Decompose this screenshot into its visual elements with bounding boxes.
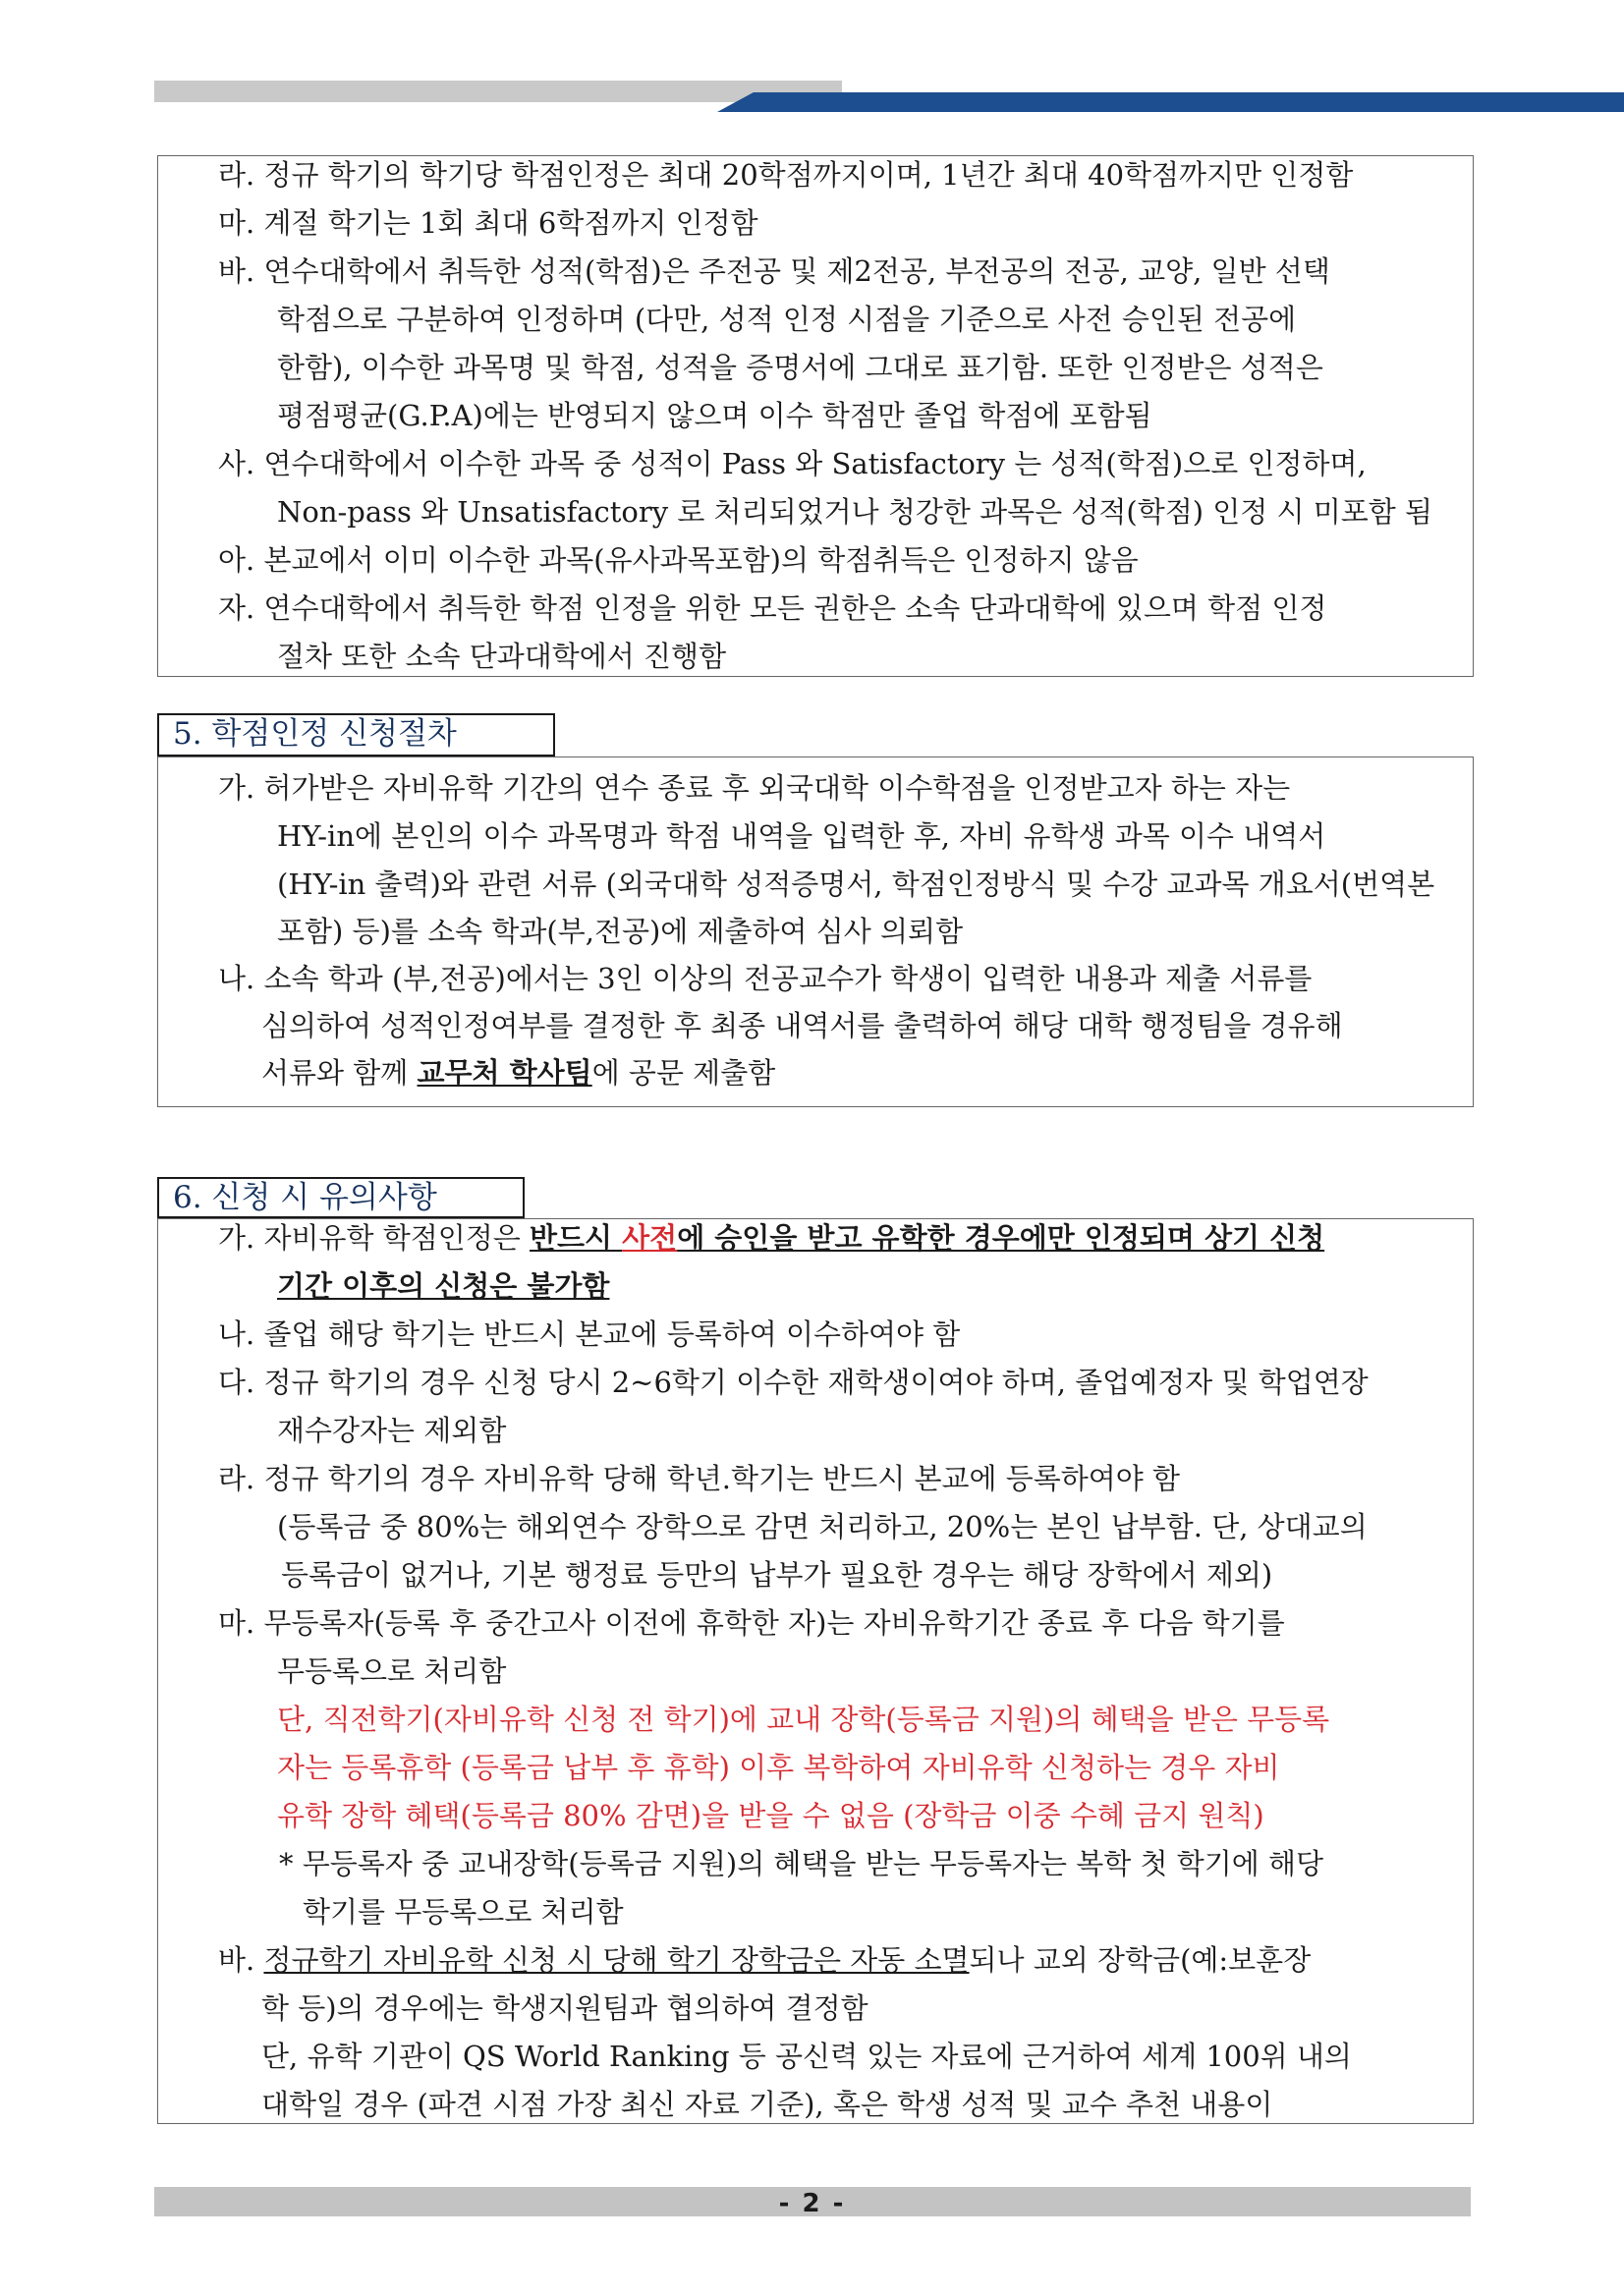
s6-ba-1 [218,1944,1311,1976]
page-number: - 2 - [778,2189,846,2218]
s5-na-1: 나. 소속 학과 (부,전공)에서는 3인 이상의 전공교수가 학생이 입력한 내용과 제출 서류를 [218,962,1313,995]
s5-na-3-text-c: 에 공문 제출함 [591,1056,776,1090]
section-5-title: 5. 학점인정 신청절차 [173,716,457,752]
s5-na-3 [261,1057,775,1089]
item-ra: 라. 정규 학기의 학기당 학점인정은 최대 20학점까지이며, 1년간 최대 40학점까지만 인정함 [218,158,1354,192]
s6-ba-3: 단, 유학 기관이 QS World Ranking 등 공신력 있는 자료에 근거하여 세계 100위 내의 [261,2040,1352,2073]
s6-ga-2: 기간 이후의 신청은 불가함 [277,1269,610,1303]
s6-ra-3: 등록금이 없거나, 기본 행정료 등만의 납부가 필요한 경우는 해당 장학에서 제외) [281,1558,1273,1592]
section-5-heading [157,713,555,756]
s5-na-3-text-a: 서류와 함께 [261,1056,418,1090]
s5-ga-4: 포함) 등)를 소속 학과(부,전공)에 제출하여 심사 의뢰함 [277,915,964,948]
s6-ga-1 [218,1222,1324,1254]
s6-na: 나. 졸업 해당 학기는 반드시 본교에 등록하여 이수하여야 함 [218,1317,961,1351]
s6-ga-1-a: 가. 자비유학 학점인정은 [218,1221,531,1255]
header-bar-gray [154,81,842,102]
item-ba-3: 한함), 이수한 과목명 및 학점, 성적을 증명서에 그대로 표기함. 또한 인정받은 성적은 [277,351,1323,384]
s6-ga-1-advance: 사전 [622,1221,678,1255]
item-ma: 마. 계절 학기는 1회 최대 6학점까지 인정함 [218,206,758,240]
s6-ma-1: 마. 무등록자(등록 후 중간고사 이전에 휴학한 자)는 자비유학기간 종료 후 다음 학기를 [218,1606,1285,1640]
section-6-title: 6. 신청 시 유의사항 [173,1180,437,1215]
s6-ma-2: 무등록으로 처리함 [277,1654,507,1688]
s6-ba-2: 학 등)의 경우에는 학생지원팀과 협의하여 결정함 [261,1991,868,2025]
s5-academic-affairs-team: 교무처 학사팀 [417,1056,592,1090]
item-sa-1: 사. 연수대학에서 이수한 과목 중 성적이 Pass 와 Satisfactory 는 성적(학점)으로 인정하며, [218,447,1367,480]
s6-note-2: 학기를 무등록으로 처리함 [303,1895,624,1929]
section-6-heading [157,1177,525,1218]
s6-da-2: 재수강자는 제외함 [277,1414,507,1447]
item-ja-2: 절차 또한 소속 단과대학에서 진행함 [277,640,727,673]
s6-red-1: 단, 직전학기(자비유학 신청 전 학기)에 교내 장학(등록금 지원)의 혜택을 받은 무등록 [277,1703,1330,1736]
s6-ba-4: 대학일 경우 (파견 시점 가장 최신 자료 기준), 혹은 학생 성적 및 교수 추천 내용이 [261,2088,1273,2121]
item-sa-2: Non-pass 와 Unsatisfactory 로 처리되었거나 청강한 과목은 성적(학점) 인정 시 미포함 됨 [277,495,1433,529]
s5-ga-1: 가. 허가받은 자비유학 기간의 연수 종료 후 외국대학 이수학점을 인정받고자 하는 자는 [218,771,1291,805]
s6-red-2: 자는 등록휴학 (등록금 납부 후 휴학) 이후 복학하여 자비유학 신청하는 경우 자비 [277,1751,1280,1784]
s6-ga-1-d: 에 승인을 받고 유학한 경우에만 인정되며 상기 신청 [677,1221,1325,1255]
s6-red-3: 유학 장학 혜택(등록금 80% 감면)을 받을 수 없음 (장학금 이중 수혜 금지 원칙) [277,1799,1264,1832]
s6-ga-1-b: 반드시 [530,1221,623,1255]
s6-note-1: * 무등록자 중 교내장학(등록금 지원)의 혜택을 받는 무등록자는 복학 첫 학기에 해당 [279,1847,1323,1880]
item-a: 아. 본교에서 이미 이수한 과목(유사과목포함)의 학점취득은 인정하지 않음 [218,543,1139,577]
s5-na-2: 심의하여 성적인정여부를 결정한 후 최종 내역서를 출력하여 해당 대학 행정팀을 경유해 [261,1009,1343,1042]
s6-ba-1-b: 정규학기 자비유학 신청 시 당해 학기 장학금은 자동 소멸 [263,1943,970,1977]
item-ba-1: 바. 연수대학에서 취득한 성적(학점)은 주전공 및 제2전공, 부전공의 전공, 교양, 일반 선택 [218,254,1330,288]
item-ja-1: 자. 연수대학에서 취득한 학점 인정을 위한 모든 권한은 소속 단과대학에 있으며 학점 인정 [218,591,1327,625]
s5-ga-3: (HY-in 출력)와 관련 서류 (외국대학 성적증명서, 학점인정방식 및 수강 교과목 개요서(번역본 [277,868,1435,901]
s6-ba-1-a: 바. [218,1943,264,1977]
item-ba-4: 평점평균(G.P.A)에는 반영되지 않으며 이수 학점만 졸업 학점에 포함됨 [277,399,1152,432]
s6-ra-1: 라. 정규 학기의 경우 자비유학 당해 학년.학기는 반드시 본교에 등록하여야 함 [218,1462,1181,1495]
s6-ba-1-c: 되나 교외 장학금(예:보훈장 [969,1943,1312,1977]
header-bar-blue [717,92,1624,112]
s6-ra-2: (등록금 중 80%는 해외연수 장학으로 감면 처리하고, 20%는 본인 납부함. 단, 상대교의 [277,1510,1368,1543]
s5-ga-2: HY-in에 본인의 이수 과목명과 학점 내역을 입력한 후, 자비 유학생 과목 이수 내역서 [277,819,1326,853]
s6-da-1: 다. 정규 학기의 경우 신청 당시 2~6학기 이수한 재학생이여야 하며, 졸업예정자 및 학업연장 [218,1366,1369,1399]
item-ba-2: 학점으로 구분하여 인정하며 (다만, 성적 인정 시점을 기준으로 사전 승인된 전공에 [277,303,1297,336]
